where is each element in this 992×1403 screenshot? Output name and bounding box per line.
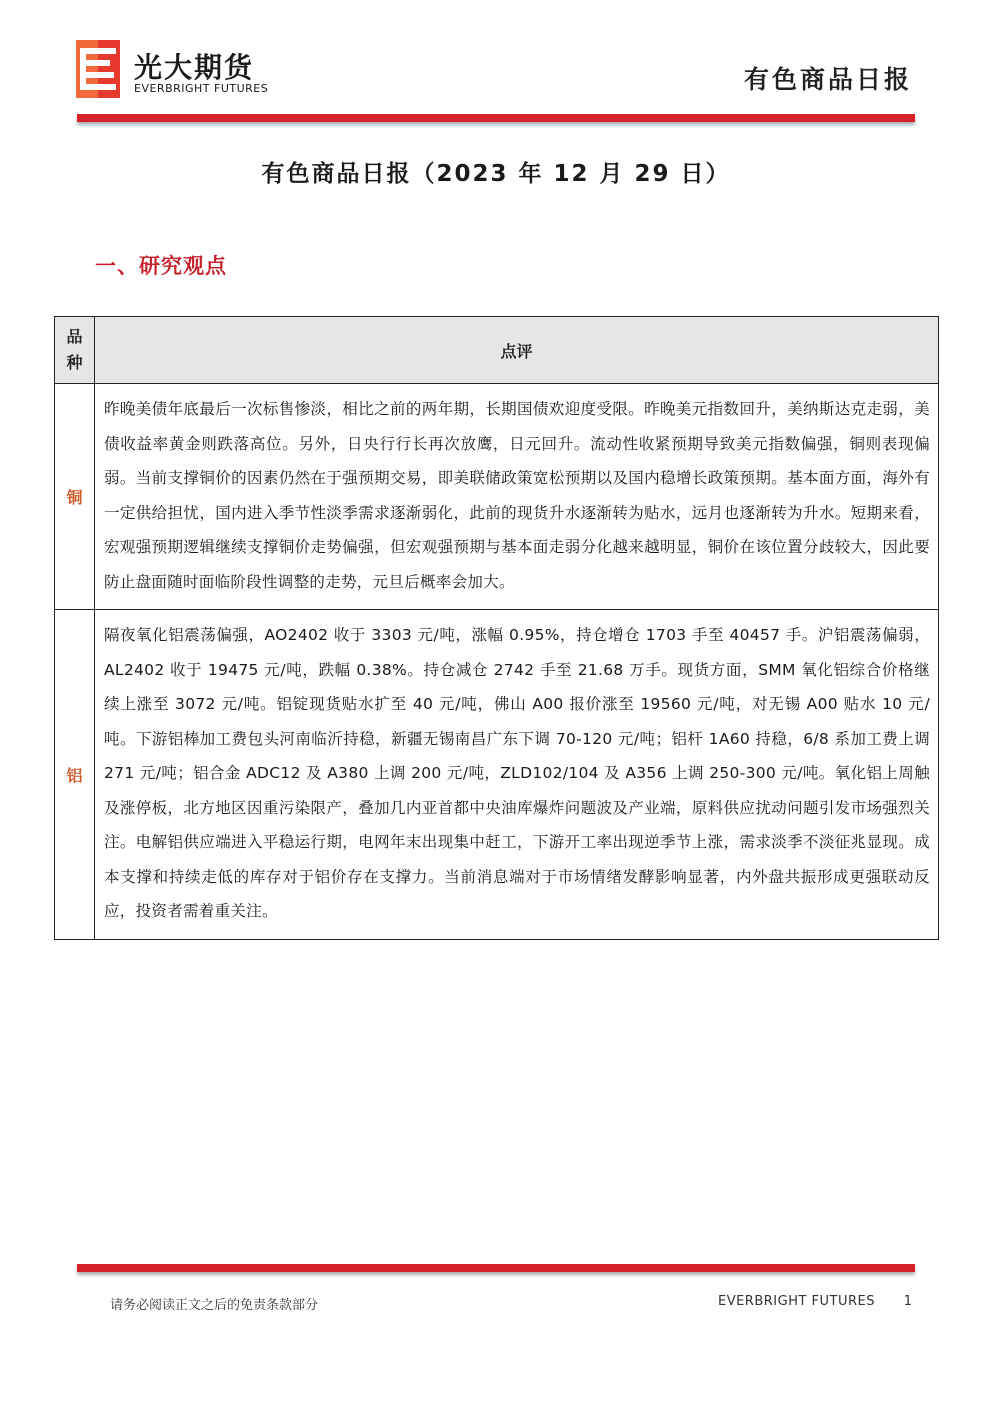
footer-disclaimer: 请务必阅读正文之后的免责条款部分: [110, 1298, 319, 1313]
footer-company: EVERBRIGHT FUTURES: [717, 1294, 875, 1309]
column-header-kind: 品种: [55, 317, 95, 384]
footer-divider: [77, 1264, 915, 1272]
header-divider: [77, 114, 915, 122]
document-title: 有色商品日报（2023 年 12 月 29 日）: [261, 161, 731, 187]
company-logo: [76, 40, 286, 100]
report-type-label: 有色商品日报: [743, 65, 912, 94]
commodity-table: [54, 316, 939, 940]
column-header-comment: 点评: [95, 317, 939, 384]
page-header: [0, 0, 992, 130]
everbright-logo-icon: [76, 40, 120, 98]
row-kind-copper: 铜: [55, 384, 95, 610]
row-kind-aluminum: 铝: [55, 610, 95, 940]
section-heading: 一、研究观点: [95, 254, 227, 278]
row-comment-aluminum: 隔夜氧化铝震荡偏强，AO2402 收于 3303 元/吨，涨幅 0.95%，持仓增仓 1703 手至 40457 手。沪铝震荡偏弱，AL2402 收于 19475 元/吨，跌幅 0.38%。持仓减仓 2742 手至 21.68 万手。现货方面，SMM 氧化铝综合价格继续上涨至 3072 元/吨。铝锭现货贴水扩至 40 元/吨，佛山 A00 报价涨至 19560 元/吨，对无锡 A00 贴水 10 元/吨。下游铝棒加工费包头河南临沂持稳，新疆无锡南昌广东下调 70-120 元/吨；铝杆 1A60 持稳，6/8 系加工费上调 271 元/吨；铝合金 ADC12 及 A380 上调 200 元/吨，ZLD102/104 及 A356 上调 250-300 元/吨。氧化铝上周触及涨停板，北方地区因重污染限产，叠加几内亚首都中央油库爆炸问题波及产业端，原料供应扰动问题引发市场强烈关注。电解铝供应端进入平稳运行期，电网年末出现集中赶工，下游开工率出现逆季节上涨，需求淡季不淡征兆显现。成本支撑和持续走低的库存对于铝价存在支撑力。当前消息端对于市场情绪发酵影响显著，内外盘共振形成更强联动反应，投资者需着重关注。: [95, 610, 939, 940]
logo-chinese-name: 光大期货: [134, 51, 255, 84]
table-row: [55, 384, 939, 610]
row-comment-copper: 昨晚美债年底最后一次标售惨淡，相比之前的两年期，长期国债欢迎度受限。昨晚美元指数回升，美纳斯达克走弱，美债收益率黄金则跌落高位。另外，日央行行长再次放鹰，日元回升。流动性收紧预期导致美元指数偏强，铜则表现偏弱。当前支撑铜价的因素仍然在于强预期交易，即美联储政策宽松预期以及国内稳增长政策预期。基本面方面，海外有一定供给担忧，国内进入季节性淡季需求逐渐弱化，此前的现货升水逐渐转为贴水，远月也逐渐转为升水。短期来看，宏观强预期逻辑继续支撑铜价走势偏强，但宏观强预期与基本面走弱分化越来越明显，铜价在该位置分歧较大，因此要防止盘面随时面临阶段性调整的走势，元旦后概率会加大。: [95, 384, 939, 610]
logo-english-name: EVERBRIGHT FUTURES: [134, 82, 269, 95]
page-number: 1: [903, 1294, 912, 1309]
table-row: [55, 610, 939, 940]
table-header-row: [55, 317, 939, 384]
